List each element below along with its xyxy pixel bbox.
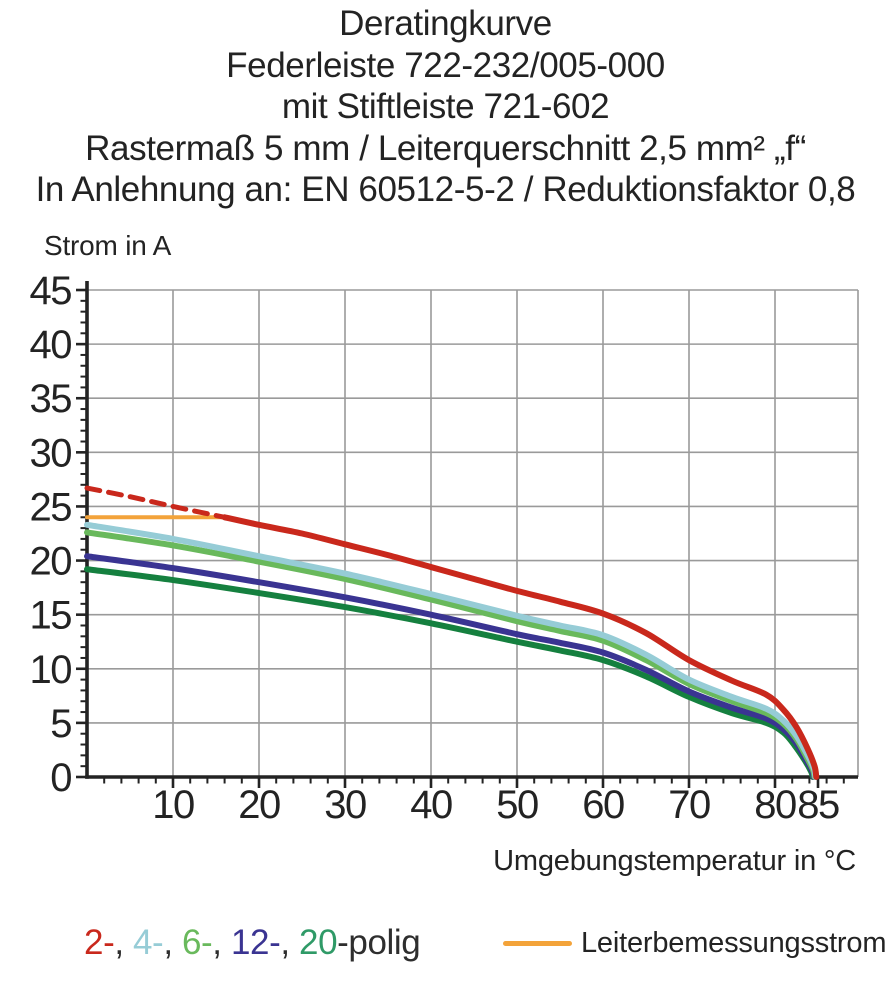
curve-2-polig <box>225 517 817 777</box>
rated-current-label: Leiterbemessungsstrom <box>581 927 887 959</box>
y-tick-label: 10 <box>29 647 71 692</box>
legend-separator: , <box>212 923 231 962</box>
x-axis-title: Umgebungstemperatur in °C <box>493 845 856 877</box>
legend-pole-2: 2- <box>84 923 115 962</box>
y-tick-label: 0 <box>50 756 71 800</box>
title-line-4: Rastermaß 5 mm / Leiterquerschnitt 2,5 mm² „f“ <box>85 128 806 168</box>
y-tick-label: 30 <box>29 431 71 476</box>
y-tick-label: 20 <box>29 539 71 584</box>
x-tick-label: 30 <box>324 783 366 827</box>
title-line-1: Deratingkurve <box>339 4 552 43</box>
curve-2-polig-theoretisch <box>87 488 225 517</box>
x-tick-label: 40 <box>410 783 452 827</box>
y-axis-title: Strom in A <box>44 230 172 261</box>
title-line-5: In Anlehnung an: EN 60512-5-2 / Reduktionsfaktor 0,8 <box>35 170 856 209</box>
x-tick-label: 10 <box>152 783 194 827</box>
x-tick-label: 70 <box>668 783 710 827</box>
x-tick-label: 50 <box>496 783 538 827</box>
legend-pole-6: 6- <box>181 923 213 962</box>
y-tick-label: 25 <box>29 485 71 530</box>
x-tick-label: 80 <box>754 783 796 827</box>
legend-poles-suffix: -polig <box>337 923 421 962</box>
y-tick-label: 45 <box>29 269 71 314</box>
y-tick-label: 5 <box>50 701 71 746</box>
curves <box>87 488 816 777</box>
tick-labels <box>30 269 839 827</box>
y-tick-label: 15 <box>29 593 71 638</box>
poles-legend <box>84 923 420 963</box>
legend-separator: , <box>114 923 133 962</box>
y-tick-label: 35 <box>29 377 71 422</box>
legend-separator: , <box>163 923 182 962</box>
y-tick-label: 40 <box>29 323 71 368</box>
legend-pole-20: 20 <box>299 923 338 962</box>
title-line-2: Federleiste 722-232/005-000 <box>226 45 665 85</box>
x-tick-label: 85 <box>797 783 839 827</box>
legend-separator: , <box>280 923 299 962</box>
legend-pole-12: 12- <box>230 923 281 962</box>
curve-4-polig <box>87 525 815 777</box>
title-line-3: mit Stiftleiste 721-602 <box>281 87 610 126</box>
x-tick-label: 60 <box>582 783 624 827</box>
legend-pole-4: 4- <box>132 923 164 962</box>
x-tick-label: 20 <box>238 783 280 827</box>
rated-current-line-swatch <box>503 941 572 946</box>
